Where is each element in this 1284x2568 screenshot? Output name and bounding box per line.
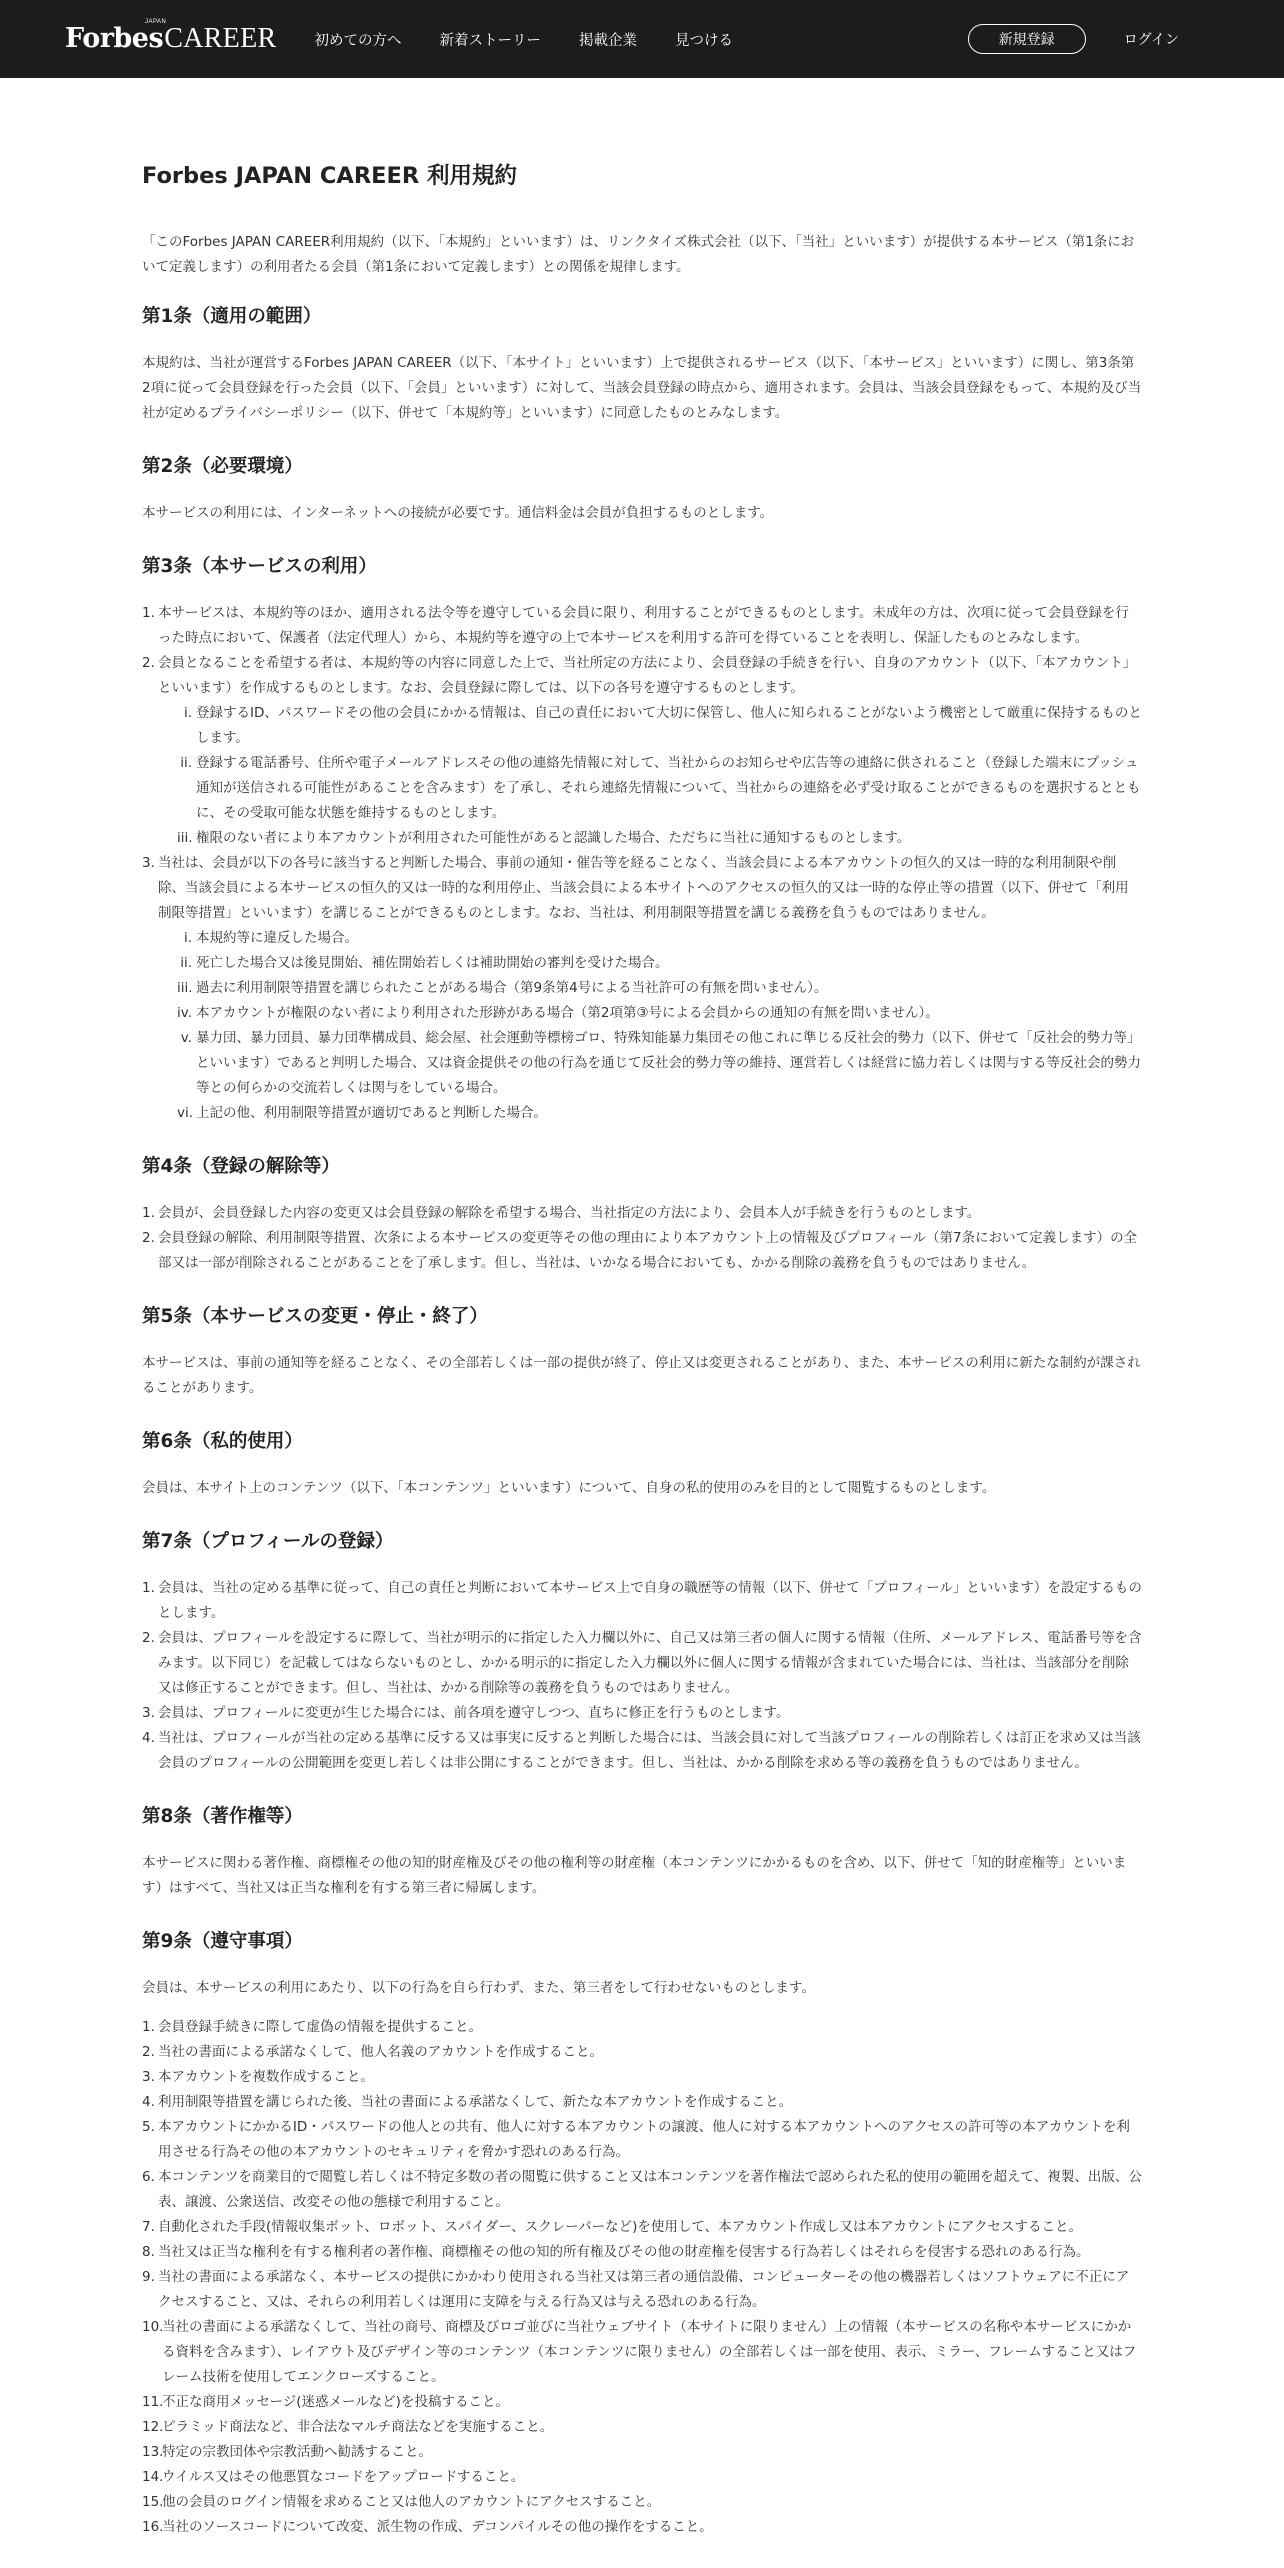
- sub-list-item-text: 登録するID、パスワードその他の会員にかかる情報は、自己の責任において大切に保管し、他人に知られることがないよう機密として厳重に保持するものとします。: [196, 705, 1142, 746]
- list-item-text: 会員となることを希望する者は、本規約等の内容に同意した上で、当社所定の方法により、会員登録の手続きを行い、自身のアカウント（以下、「本アカウント」といいます）を作成するものとします。なお、会員登録に際しては、以下の各号を遵守するものとします。: [158, 655, 1137, 696]
- list-item: 1. 会員登録手続きに際して虚偽の情報を提供すること。: [142, 2015, 1142, 2040]
- list-item-text: 会員は、プロフィールに変更が生じた場合には、前各項を遵守しつつ、直ちに修正を行うものとします。: [158, 1705, 790, 1721]
- list-item: 1. 本サービスは、本規約等のほか、適用される法令等を遵守している会員に限り、利用することができるものとします。未成年の方は、次項に従って会員登録を行った時点において、保護者（法定代理人）から、本規約等を遵守の上で本サービスを利用する許可を得ていることを表明し、保証したものとみなします。: [142, 601, 1142, 651]
- list-item-text: 当社は、会員が以下の各号に該当すると判断した場合、事前の通知・催告等を経ることなく、当該会員による本アカウントの恒久的又は一時的な利用制限や削除、当該会員による本サービスの恒久的又は一時的な利用停止、当該会員による本サイトへのアクセスの恒久的又は一時的な停止等の措置（以下、併せて「利用制限等措置」といいます）を講じることができるものとします。なお、当社は、利用制限等措置を講じる義務を負うものではありません。: [158, 855, 1129, 921]
- nav-item-beginners[interactable]: 初めての方へ: [314, 32, 402, 49]
- list-item-text: 本アカウントにかかるID・パスワードの他人との共有、他人に対する本アカウントの譲渡、他人に対する本アカウントへのアクセスの許可等の本アカウントを利用させる行為その他の本アカウントのセキュリティを脅かす恐れのある行為。: [158, 2119, 1130, 2160]
- page-title: Forbes JAPAN CAREER 利用規約: [142, 163, 518, 189]
- article-list: [142, 1201, 1142, 1276]
- sub-list-item-text: 本アカウントが権限のない者により利用された形跡がある場合（第2項第③号による会員からの通知の有無を問いません）。: [196, 1005, 939, 1021]
- register-button[interactable]: 新規登録: [968, 24, 1086, 54]
- list-item-text: 利用制限等措置を講じられた後、当社の書面による承諾なくして、新たな本アカウントを作成すること。: [158, 2094, 793, 2110]
- list-item-text: 他の会員のログイン情報を求めること又は他人のアカウントにアクセスすること。: [162, 2494, 661, 2510]
- list-item: 4. 利用制限等措置を講じられた後、当社の書面による承諾なくして、新たな本アカウントを作成すること。: [142, 2090, 1142, 2115]
- list-item-text: 会員が、会員登録した内容の変更又は会員登録の解除を希望する場合、当社指定の方法により、会員本人が手続きを行うものとします。: [158, 1205, 981, 1221]
- list-item-text: 当社のソースコードについて改変、派生物の作成、デコンパイルその他の操作をすること。: [162, 2519, 713, 2535]
- sub-list: [158, 926, 1142, 1126]
- list-item-text: 特定の宗教団体や宗教活動へ勧誘すること。: [162, 2444, 432, 2460]
- logo-career-text: CAREER: [164, 23, 277, 54]
- list-item-text: 本コンテンツを商業目的で閲覧し若しくは不特定多数の者の閲覧に供すること又は本コンテンツを著作権法で認められた私的使用の範囲を超えて、複製、出版、公表、譲渡、公衆送信、改変その他の態様で利用すること。: [158, 2169, 1142, 2210]
- article-title: 第1条（適用の範囲）: [142, 306, 322, 327]
- main-nav: [314, 29, 771, 50]
- article-title: 第2条（必要環境）: [142, 456, 303, 477]
- list-item: 5. 本アカウントにかかるID・パスワードの他人との共有、他人に対する本アカウントの譲渡、他人に対する本アカウントへのアクセスの許可等の本アカウントを利用させる行為その他の本アカウントのセキュリティを脅かす恐れのある行為。: [142, 2115, 1142, 2165]
- article-1: [142, 302, 1142, 426]
- article-title: 第8条（著作権等）: [142, 1806, 303, 1827]
- list-item: 2. 会員は、プロフィールを設定するに際して、当社が明示的に指定した入力欄以外に、自己又は第三者の個人に関する情報（住所、メールアドレス、電話番号等を含みます。以下同じ）を記載してはならないものとし、かかる明示的に指定した入力欄以外に個人に関する情報が含まれていた場合には、当社は、当該部分を削除又は修正することができます。但し、当社は、かかる削除等の義務を負うものではありません。: [142, 1626, 1142, 1701]
- list-item-text: 当社又は正当な権利を有する権利者の著作権、商標権その他の知的所有権及びその他の財産権を侵害する行為若しくはそれらを侵害する恐れのある行為。: [158, 2244, 1090, 2260]
- sub-list-item: ii. 登録する電話番号、住所や電子メールアドレスその他の連絡先情報に対して、当社からのお知らせや広告等の連絡に供されること（登録した端末にプッシュ通知が送信される可能性があることを含みます）を了承し、それら連絡先情報について、当社からの連絡を必ず受け取ることができるものを選択するとともに、その受取可能な状態を維持するものとします。: [177, 751, 1142, 826]
- list-item: 11. 不正な商用メッセージ(迷惑メールなど)を投稿すること。: [142, 2390, 1142, 2415]
- article-title: 第9条（遵守事項）: [142, 1931, 303, 1952]
- article-list: [142, 1576, 1142, 1776]
- sub-list-item: vi. 上記の他、利用制限等措置が適切であると判断した場合。: [177, 1101, 1142, 1126]
- list-item: 10. 当社の書面による承諾なくして、当社の商号、商標及びロゴ並びに当社ウェブサイト（本サイトに限りません）上の情報（本サービスの名称や本サービスにかかる資料を含みます）、レイアウト及びデザイン等のコンテンツ（本コンテンツに限りません）の全部若しくは一部を使用、表示、ミラー、フレームすること又はフレーム技術を使用してエンクローズすること。: [142, 2315, 1142, 2390]
- list-item: 7. 自動化された手段(情報収集ボット、ロボット、スパイダー、スクレーパーなど)を使用して、本アカウント作成し又は本アカウントにアクセスすること。: [142, 2215, 1142, 2240]
- article-7: [142, 1527, 1142, 1776]
- nav-item-new-stories[interactable]: 新着ストーリー: [439, 32, 541, 49]
- sub-list-item-text: 死亡した場合又は後見開始、補佐開始若しくは補助開始の審判を受けた場合。: [196, 955, 669, 971]
- list-item: 2. 会員となることを希望する者は、本規約等の内容に同意した上で、当社所定の方法により、会員登録の手続きを行い、自身のアカウント（以下、「本アカウント」といいます）を作成するものとします。なお、会員登録に際しては、以下の各号を遵守するものとします。 i. 登録するID、パスワードその他の会員にかかる情報は、自己の責任において大切に保管し、他人に知られることがないよう機密として厳重に保持するものとします。 ii. 登録する電話番号、住所や電子メールアドレスその他の連絡先情報に対して、当社からのお知らせや広告等の連絡に供されること（登録した端末にプッシュ通知が送信される可能性があることを含みます）を了承し、それら連絡先情報について、当社からの連絡を必ず受け取ることができるものを選択するとともに、その受取可能な状態を維持するものとします。 iii. 権限のない者により本アカウントが利用された可能性があると認識した場合、ただちに当社に通知するものとします。: [142, 651, 1142, 851]
- list-item-text: 会員登録の解除、利用制限等措置、次条による本サービスの変更等その他の理由により本アカウント上の情報及びプロフィール（第7条において定義します）の全部又は一部が削除されることがあることを了承します。但し、当社は、いかなる場合においても、かかる削除の義務を負うものではありません。: [158, 1230, 1138, 1271]
- list-item: 13. 特定の宗教団体や宗教活動へ勧誘すること。: [142, 2440, 1142, 2465]
- article-title: 第5条（本サービスの変更・停止・終了）: [142, 1306, 488, 1327]
- article-title: 第4条（登録の解除等）: [142, 1156, 340, 1177]
- sub-list-item: iv. 本アカウントが権限のない者により利用された形跡がある場合（第2項第③号による会員からの通知の有無を問いません）。: [177, 1001, 1142, 1026]
- login-link[interactable]: ログイン: [1123, 32, 1179, 48]
- list-item-text: 本アカウントを複数作成すること。: [158, 2069, 374, 2085]
- list-item: 15. 他の会員のログイン情報を求めること又は他人のアカウントにアクセスすること。: [142, 2490, 1142, 2515]
- list-item: 1. 会員が、会員登録した内容の変更又は会員登録の解除を希望する場合、当社指定の方法により、会員本人が手続きを行うものとします。: [142, 1201, 1142, 1226]
- sub-list-item-text: 過去に利用制限等措置を講じられたことがある場合（第9条第4号による当社許可の有無を問いません）。: [196, 980, 828, 996]
- logo-forbes-text: Forbes: [65, 23, 164, 54]
- sub-list-item: i. 本規約等に違反した場合。: [177, 926, 1142, 951]
- article-9: [142, 1927, 1142, 2540]
- list-item-text: 当社の書面による承諾なくして、当社の商号、商標及びロゴ並びに当社ウェブサイト（本サイトに限りません）上の情報（本サービスの名称や本サービスにかかる資料を含みます）、レイアウト及びデザイン等のコンテンツ（本コンテンツに限りません）の全部若しくは一部を使用、表示、ミラー、フレームすること又はフレーム技術を使用してエンクローズすること。: [162, 2319, 1137, 2385]
- article-8: [142, 1802, 1142, 1901]
- list-item: 1. 会員は、当社の定める基準に従って、自己の責任と判断において本サービス上で自身の職歴等の情報（以下、併せて「プロフィール」といいます）を設定するものとします。: [142, 1576, 1142, 1626]
- list-item: 16. 当社のソースコードについて改変、派生物の作成、デコンパイルその他の操作をすること。: [142, 2515, 1142, 2540]
- article-6: [142, 1427, 1142, 1501]
- list-item-text: 会員は、プロフィールを設定するに際して、当社が明示的に指定した入力欄以外に、自己又は第三者の個人に関する情報（住所、メールアドレス、電話番号等を含みます。以下同じ）を記載してはならないものとし、かかる明示的に指定した入力欄以外に個人に関する情報が含まれていた場合には、当社は、当該部分を削除又は修正することができます。但し、当社は、かかる削除等の義務を負うものではありません。: [158, 1630, 1142, 1696]
- sub-list-item-text: 登録する電話番号、住所や電子メールアドレスその他の連絡先情報に対して、当社からのお知らせや広告等の連絡に供されること（登録した端末にプッシュ通知が送信される可能性があることを含みます）を了承し、それら連絡先情報について、当社からの連絡を必ず受け取ることができるものを選択するとともに、その受取可能な状態を維持するものとします。: [196, 755, 1141, 821]
- list-item-text: 会員登録手続きに際して虚偽の情報を提供すること。: [158, 2019, 482, 2035]
- article-body: 本サービスに関わる著作権、商標権その他の知的財産権及びその他の権利等の財産権（本コンテンツにかかるものを含め、以下、併せて「知的財産権等」といいます）はすべて、当社又は正当な権利を有する第三者に帰属します。: [142, 1855, 1127, 1896]
- article-body: 会員は、本サービスの利用にあたり、以下の行為を自ら行わず、また、第三者をして行わせないものとします。: [142, 1980, 815, 1996]
- list-item: 8. 当社又は正当な権利を有する権利者の著作権、商標権その他の知的所有権及びその他の財産権を侵害する行為若しくはそれらを侵害する恐れのある行為。: [142, 2240, 1142, 2265]
- list-item: 9. 当社の書面による承諾なく、本サービスの提供にかかわり使用される当社又は第三者の通信設備、コンピューターその他の機器若しくはソフトウェアに不正にアクセスすること、又は、それらの利用若しくは運用に支障を与える行為又は与える恐れのある行為。: [142, 2265, 1142, 2315]
- article-title: 第6条（私的使用）: [142, 1431, 303, 1452]
- list-item: 6. 本コンテンツを商業目的で閲覧し若しくは不特定多数の者の閲覧に供すること又は本コンテンツを著作権法で認められた私的使用の範囲を超えて、複製、出版、公表、譲渡、公衆送信、改変その他の態様で利用すること。: [142, 2165, 1142, 2215]
- header-actions: [968, 24, 1244, 54]
- list-item-text: 会員は、当社の定める基準に従って、自己の責任と判断において本サービス上で自身の職歴等の情報（以下、併せて「プロフィール」といいます）を設定するものとします。: [158, 1580, 1142, 1621]
- list-item: 3. 会員は、プロフィールに変更が生じた場合には、前各項を遵守しつつ、直ちに修正を行うものとします。: [142, 1701, 1142, 1726]
- list-item-text: 不正な商用メッセージ(迷惑メールなど)を投稿すること。: [162, 2394, 509, 2410]
- list-item-text: ウイルス又はその他悪質なコードをアップロードすること。: [162, 2469, 525, 2485]
- sub-list-item-text: 本規約等に違反した場合。: [196, 930, 358, 946]
- article-4: [142, 1152, 1142, 1276]
- list-item: 4. 当社は、プロフィールが当社の定める基準に反する又は事実に反すると判断した場合には、当該会員に対して当該プロフィールの削除若しくは訂正を求め又は当該会員のプロフィールの公開範囲を変更し若しくは非公開にすることができます。但し、当社は、かかる削除を求める等の義務を負うものではありません。: [142, 1726, 1142, 1776]
- sub-list-item: i. 登録するID、パスワードその他の会員にかかる情報は、自己の責任において大切に保管し、他人に知られることがないよう機密として厳重に保持するものとします。: [177, 701, 1142, 751]
- list-item: 2. 当社の書面による承諾なくして、他人名義のアカウントを作成すること。: [142, 2040, 1142, 2065]
- list-item-text: 当社の書面による承諾なく、本サービスの提供にかかわり使用される当社又は第三者の通信設備、コンピューターその他の機器若しくはソフトウェアに不正にアクセスすること、又は、それらの利用若しくは運用に支障を与える行為又は与える恐れのある行為。: [158, 2269, 1130, 2310]
- list-item: 3. 当社は、会員が以下の各号に該当すると判断した場合、事前の通知・催告等を経ることなく、当該会員による本アカウントの恒久的又は一時的な利用制限や削除、当該会員による本サービスの恒久的又は一時的な利用停止、当該会員による本サイトへのアクセスの恒久的又は一時的な停止等の措置（以下、併せて「利用制限等措置」といいます）を講じることができるものとします。なお、当社は、利用制限等措置を講じる義務を負うものではありません。 i. 本規約等に違反した場合。 ii. 死亡した場合又は後見開始、補佐開始若しくは補助開始の審判を受けた場合。 iii. 過去に利用制限等措置を講じられたことがある場合（第9条第4号による当社許可の有無を問いません）。 iv. 本アカウントが権限のない者により利用された形跡がある場合（第2項第③号による会員からの通知の有無を問いません）。 v. 暴力団、暴力団員、暴力団準構成員、総会屋、社会運動等標榜ゴロ、特殊知能暴力集団その他これに準じる反社会的勢力（以下、併せて「反社会的勢力等」といいます）であると判明した場合、又は資金提供その他の行為を通じて反社会的勢力等の維持、運営若しくは経営に協力若しくは関与する等反社会的勢力等との何らかの交流若しくは関与をしている場合。 vi. 上記の他、利用制限等措置が適切であると判断した場合。: [142, 851, 1142, 1126]
- list-item-text: 本サービスは、本規約等のほか、適用される法令等を遵守している会員に限り、利用することができるものとします。未成年の方は、次項に従って会員登録を行った時点において、保護者（法定代理人）から、本規約等を遵守の上で本サービスを利用する許可を得ていることを表明し、保証したものとみなします。: [158, 605, 1129, 646]
- sub-list-item: v. 暴力団、暴力団員、暴力団準構成員、総会屋、社会運動等標榜ゴロ、特殊知能暴力集団その他これに準じる反社会的勢力（以下、併せて「反社会的勢力等」といいます）であると判明した場合、又は資金提供その他の行為を通じて反社会的勢力等の維持、運営若しくは経営に協力若しくは関与する等反社会的勢力等との何らかの交流若しくは関与をしている場合。: [177, 1026, 1142, 1101]
- list-item: 14. ウイルス又はその他悪質なコードをアップロードすること。: [142, 2465, 1142, 2490]
- sub-list-item: iii. 過去に利用制限等措置を講じられたことがある場合（第9条第4号による当社許可の有無を問いません）。: [177, 976, 1142, 1001]
- nav-item-companies[interactable]: 掲載企業: [578, 32, 637, 49]
- sub-list-item-text: 権限のない者により本アカウントが利用された可能性があると認識した場合、ただちに当社に通知するものとします。: [196, 830, 911, 846]
- article-list: [142, 2015, 1142, 2540]
- article-5: [142, 1302, 1142, 1401]
- list-item-text: 自動化された手段(情報収集ボット、ロボット、スパイダー、スクレーパーなど)を使用して、本アカウント作成し又は本アカウントにアクセスすること。: [158, 2219, 1082, 2235]
- article-title: 第3条（本サービスの利用）: [142, 556, 377, 577]
- list-item-text: ピラミッド商法など、非合法なマルチ商法などを実施すること。: [162, 2419, 554, 2435]
- sub-list-item: iii. 権限のない者により本アカウントが利用された可能性があると認識した場合、ただちに当社に通知するものとします。: [177, 826, 1142, 851]
- article-body: 会員は、本サイト上のコンテンツ（以下、「本コンテンツ」といいます）について、自身の私的使用のみを目的として閲覧するものとします。: [142, 1480, 996, 1496]
- list-item-text: 当社は、プロフィールが当社の定める基準に反する又は事実に反すると判断した場合には、当該会員に対して当該プロフィールの削除若しくは訂正を求め又は当該会員のプロフィールの公開範囲を変更し若しくは非公開にすることができます。但し、当社は、かかる削除を求める等の義務を負うものではありません。: [158, 1730, 1141, 1771]
- nav-item-find[interactable]: 見つける: [674, 32, 733, 49]
- list-item: 12. ピラミッド商法など、非合法なマルチ商法などを実施すること。: [142, 2415, 1142, 2440]
- list-item: 3. 本アカウントを複数作成すること。: [142, 2065, 1142, 2090]
- terms-content: [142, 78, 1142, 2540]
- logo-japan-text: JAPAN: [145, 19, 167, 25]
- list-item-text: 当社の書面による承諾なくして、他人名義のアカウントを作成すること。: [158, 2044, 604, 2060]
- sub-list-item-text: 暴力団、暴力団員、暴力団準構成員、総会屋、社会運動等標榜ゴロ、特殊知能暴力集団その他これに準じる反社会的勢力（以下、併せて「反社会的勢力等」といいます）であると判明した場合、又は資金提供その他の行為を通じて反社会的勢力等の維持、運営若しくは経営に協力若しくは関与する等反社会的勢力等との何らかの交流若しくは関与をしている場合。: [196, 1030, 1141, 1096]
- intro-paragraph: 「このForbes JAPAN CAREER利用規約（以下、「本規約」といいます）は、リンクタイズ株式会社（以下、「当社」といいます）が提供する本サービス（第1条において定義します）の利用者たる会員（第1条において定義します）との関係を規律します。: [142, 234, 1135, 275]
- sub-list: [158, 701, 1142, 851]
- article-title: 第7条（プロフィールの登録）: [142, 1531, 394, 1552]
- article-body: 本サービスは、事前の通知等を経ることなく、その全部若しくは一部の提供が終了、停止又は変更されることがあり、また、本サービスの利用に新たな制約が課されることがあります。: [142, 1355, 1141, 1396]
- sub-list-item-text: 上記の他、利用制限等措置が適切であると判断した場合。: [196, 1105, 547, 1121]
- article-3: [142, 552, 1142, 1126]
- article-list: [142, 601, 1142, 1126]
- article-body: 本サービスの利用には、インターネットへの接続が必要です。通信料金は会員が負担するものとします。: [142, 505, 774, 521]
- site-logo[interactable]: [65, 19, 277, 55]
- sub-list-item: ii. 死亡した場合又は後見開始、補佐開始若しくは補助開始の審判を受けた場合。: [177, 951, 1142, 976]
- article-2: [142, 452, 1142, 526]
- article-body: 本規約は、当社が運営するForbes JAPAN CAREER（以下、「本サイト」といいます）上で提供されるサービス（以下、「本サービス」といいます）に関し、第3条第2項に従って会員登録を行った会員（以下、「会員」といいます）に対して、当該会員登録の時点から、適用されます。会員は、当該会員登録をもって、本規約及び当社が定めるプライバシーポリシー（以下、併せて「本規約等」といいます）に同意したものとみなします。: [142, 355, 1142, 421]
- site-header: [0, 0, 1284, 78]
- list-item: 2. 会員登録の解除、利用制限等措置、次条による本サービスの変更等その他の理由により本アカウント上の情報及びプロフィール（第7条において定義します）の全部又は一部が削除されることがあることを了承します。但し、当社は、いかなる場合においても、かかる削除の義務を負うものではありません。: [142, 1226, 1142, 1276]
